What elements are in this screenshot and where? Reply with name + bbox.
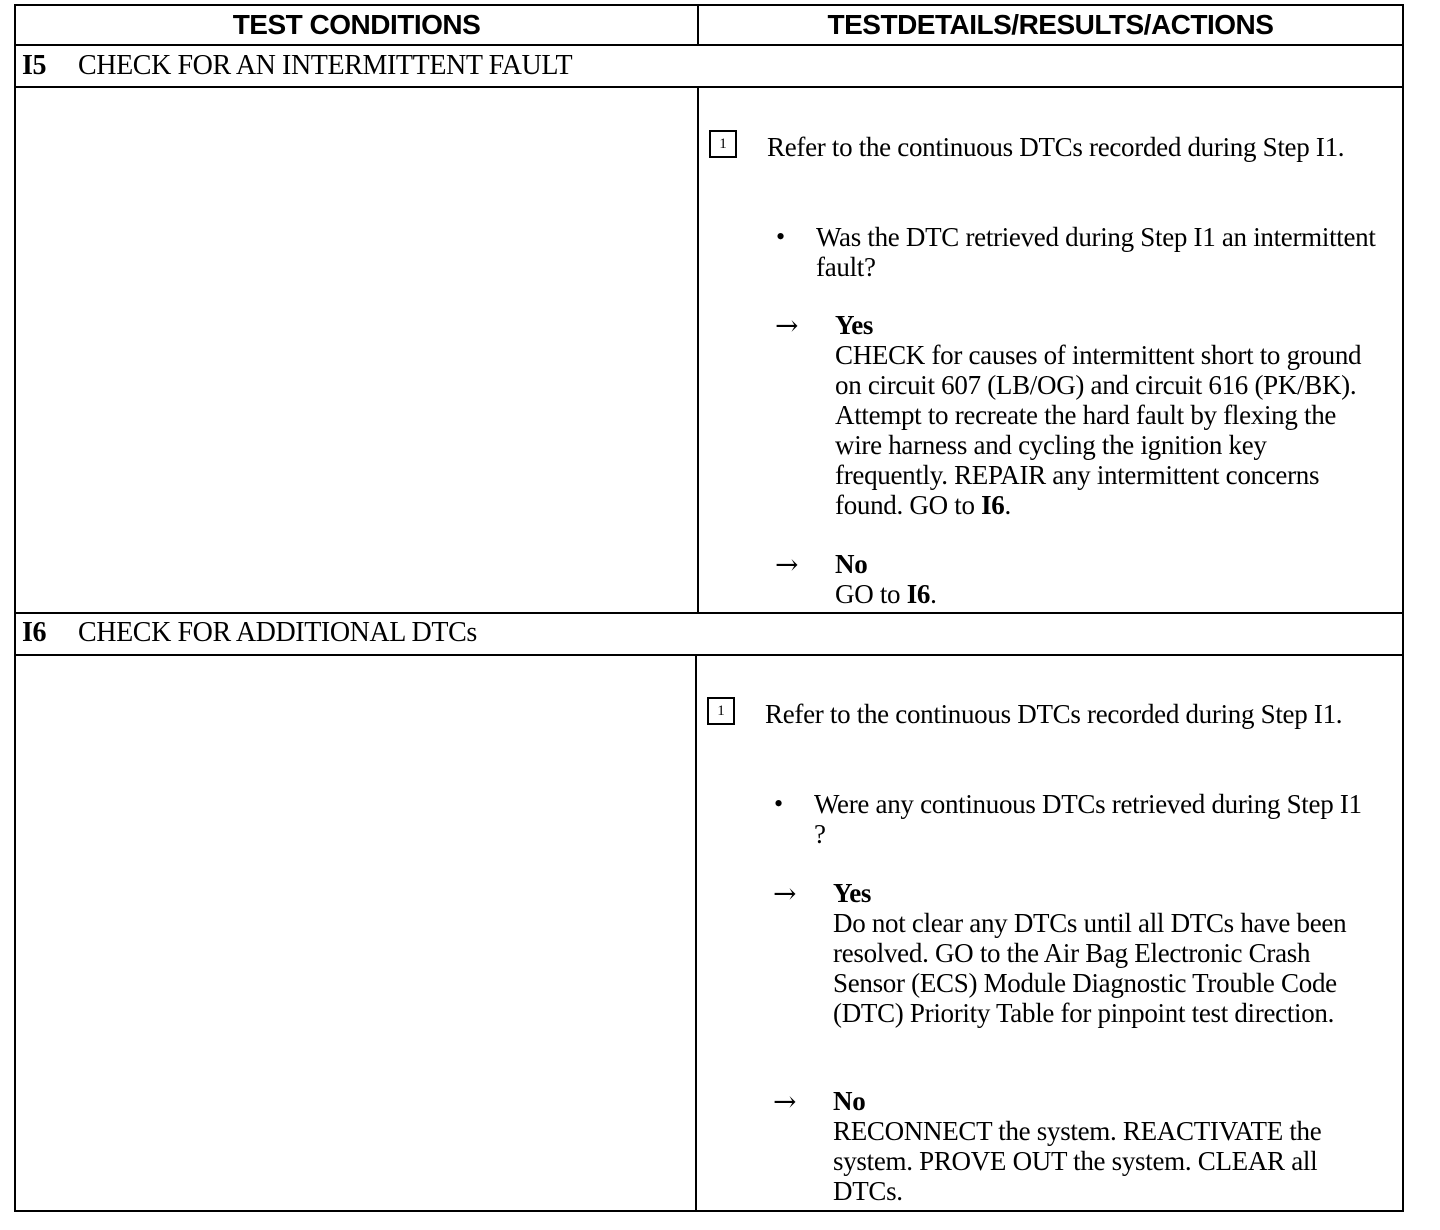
step-number-box: 1 xyxy=(707,697,735,725)
goto-step-ref: I6 xyxy=(981,490,1005,520)
arrow-right-icon: → xyxy=(773,877,797,910)
arrow-right-icon: → xyxy=(775,548,799,581)
result-no-body: GO to xyxy=(835,579,901,609)
section-title-text: CHECK FOR AN INTERMITTENT FAULT xyxy=(78,50,573,81)
header-test-conditions: TEST CONDITIONS xyxy=(232,9,481,40)
section-i5-column-divider xyxy=(697,86,699,614)
section-i6-title xyxy=(22,617,477,649)
bullet-icon: • xyxy=(776,222,786,251)
result-no-label: No xyxy=(835,549,868,579)
result-yes-label: Yes xyxy=(835,310,874,340)
arrow-right-icon: → xyxy=(775,309,799,342)
result-no-label: No xyxy=(833,1086,866,1116)
result-no-text xyxy=(835,579,1380,609)
result-yes-body: CHECK for causes of intermittent short to ground on circuit 607 (LB/OG) and circuit 616 (PK/BK). Attempt to recreate the hard fault by flexing the wire harness and cycling the ignition key frequently. REPAIR any intermittent concerns found. GO to xyxy=(835,340,1362,520)
goto-step-ref: I6 xyxy=(906,579,931,609)
step-question: Was the DTC retrieved during Step I1 an intermittent fault? xyxy=(816,222,1376,282)
section-number: I5 xyxy=(22,50,47,81)
bullet-icon: • xyxy=(774,789,784,818)
section-i6-column-divider xyxy=(695,654,697,1212)
section-title-text: CHECK FOR ADDITIONAL DTCs xyxy=(78,617,477,648)
sentence-end: . xyxy=(1004,490,1011,520)
result-no-text: RECONNECT the system. REACTIVATE the system. PROVE OUT the system. CLEAR all DTCs. xyxy=(833,1116,1322,1206)
result-yes-text: Do not clear any DTCs until all DTCs have been resolved. GO to the Air Bag Electronic Crash Sensor (ECS) Module Diagnostic Trouble Code (DTC) Priority Table for pinpoint test direction. xyxy=(833,908,1347,1028)
table-bottom-border xyxy=(14,1210,1404,1212)
section-i5-title xyxy=(22,50,572,82)
step-instruction: Refer to the continuous DTCs recorded during Step I1. xyxy=(765,699,1343,729)
section-i5-title-rule xyxy=(14,86,1404,88)
header-test-details: TESTDETAILS/RESULTS/ACTIONS xyxy=(827,9,1274,40)
result-yes-label: Yes xyxy=(833,878,872,908)
step-instruction: Refer to the continuous DTCs recorded during Step I1. xyxy=(767,132,1345,162)
section-number: I6 xyxy=(22,617,47,648)
table-left-border xyxy=(14,4,16,1212)
section-i6-top-rule xyxy=(14,612,1404,614)
sentence-end: . xyxy=(930,579,937,609)
table-right-border xyxy=(1402,4,1404,1212)
section-i6-title-rule xyxy=(14,654,1404,656)
step-number-box: 1 xyxy=(709,130,737,158)
result-yes-text xyxy=(835,340,1380,520)
arrow-right-icon: → xyxy=(773,1085,797,1118)
step-question: Were any continuous DTCs retrieved during Step I1 ? xyxy=(814,789,1362,849)
